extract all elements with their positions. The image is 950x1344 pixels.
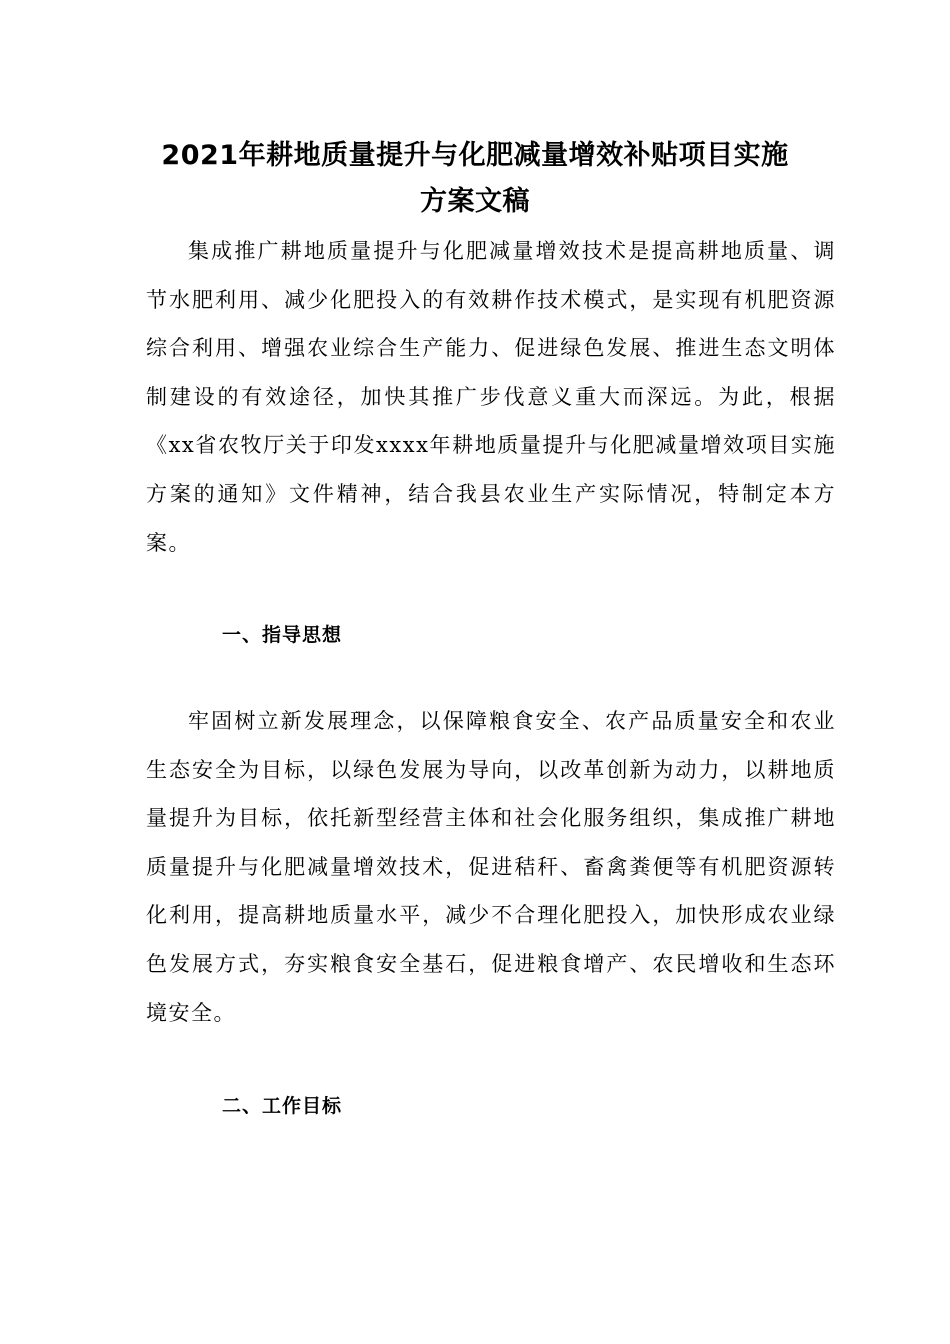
document-title-line-1: 2021年耕地质量提升与化肥减量增效补贴项目实施 (161, 140, 789, 171)
section-heading-guiding-ideology: 一、指导思想 (222, 624, 343, 646)
document-title-line-2: 方案文稿 (420, 186, 530, 217)
guiding-ideology-paragraph: 牢固树立新发展理念，以保障粮食安全、农产品质量安全和农业生态安全为目标，以绿色发展为导向，以改革创新为动力，以耕地质量提升为目标，依托新型经营主体和社会化服务组织，集成推广耕地质量提升与化肥减量增效技术，促进秸秆、畜禽粪便等有机肥资源转化利用，提高耕地质量水平，减少不合理化肥投入，加快形成农业绿色发展方式，夯实粮食安全基石，促进粮食增产、农民增收和生态环境安全。 (146, 709, 836, 1025)
intro-paragraph: 集成推广耕地质量提升与化肥减量增效技术是提高耕地质量、调节水肥利用、减少化肥投入的有效耕作技术模式，是实现有机肥资源综合利用、增强农业综合生产能力、促进绿色发展、推进生态文明体制建设的有效途径，加快其推广步伐意义重大而深远。为此，根据《xx省农牧厅关于印发xxxx年耕地质量提升与化肥减量增效项目实施方案的通知》文件精神，结合我县农业生产实际情况，特制定本方案。 (146, 239, 836, 555)
section-heading-work-goals: 二、工作目标 (222, 1095, 343, 1117)
